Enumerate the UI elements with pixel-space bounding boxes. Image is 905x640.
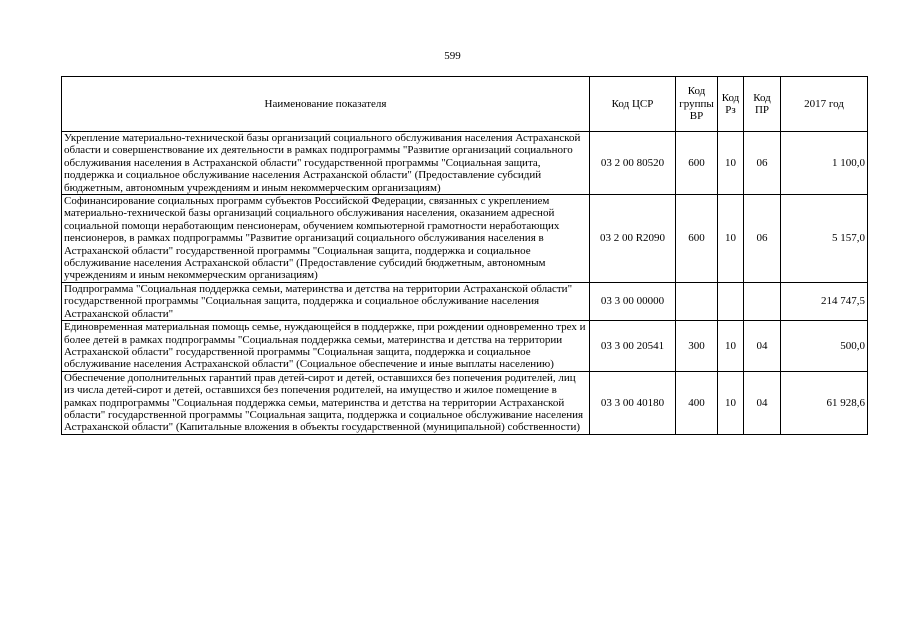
row-csr: 03 2 00 R2090 xyxy=(590,195,676,283)
row-pr xyxy=(744,282,781,320)
row-csr: 03 3 00 20541 xyxy=(590,321,676,372)
row-amount: 5 157,0 xyxy=(781,195,868,283)
row-amount: 61 928,6 xyxy=(781,371,868,434)
row-rz: 10 xyxy=(718,195,744,283)
row-amount: 214 747,5 xyxy=(781,282,868,320)
row-rz xyxy=(718,282,744,320)
table-header-row xyxy=(62,77,868,132)
row-amount: 1 100,0 xyxy=(781,132,868,195)
row-vr: 400 xyxy=(676,371,718,434)
row-pr: 06 xyxy=(744,132,781,195)
row-csr: 03 2 00 80520 xyxy=(590,132,676,195)
row-amount: 500,0 xyxy=(781,321,868,372)
row-pr: 04 xyxy=(744,321,781,372)
header-rz: Код Рз xyxy=(718,77,744,132)
row-name: Софинансирование социальных программ субъектов Российской Федерации, связанных с укреплением материально-технической базы организаций социального обслуживания населения, оказанием адресной социальной помощи неработающим пенсионерам, обучением компьютерной грамотности неработающих пенсионеров, в рамках подпрограммы "Развитие организаций социального обслуживания населения в Астраханской области" государственной программы "Социальная защита, поддержка и социальное обслуживание населения Астраханской области" (Предоставление субсидий бюджетным, автономным учреждениям и иным некоммерческим организациям) xyxy=(62,195,590,283)
row-vr: 600 xyxy=(676,132,718,195)
page-number: 599 xyxy=(444,50,461,62)
row-vr xyxy=(676,282,718,320)
row-vr: 600 xyxy=(676,195,718,283)
row-pr: 04 xyxy=(744,371,781,434)
row-rz: 10 xyxy=(718,321,744,372)
budget-table xyxy=(61,76,868,435)
row-csr: 03 3 00 40180 xyxy=(590,371,676,434)
row-rz: 10 xyxy=(718,132,744,195)
header-year: 2017 год xyxy=(781,77,868,132)
header-csr: Код ЦСР xyxy=(590,77,676,132)
table-row xyxy=(62,282,868,320)
table-row xyxy=(62,371,868,434)
row-vr: 300 xyxy=(676,321,718,372)
header-vr: Код группы ВР xyxy=(676,77,718,132)
row-rz: 10 xyxy=(718,371,744,434)
table-row xyxy=(62,195,868,283)
table-row xyxy=(62,132,868,195)
row-name: Единовременная материальная помощь семье, нуждающейся в поддержке, при рождении одновременно трех и более детей в рамках подпрограммы "Социальная поддержка семьи, материнства и детства на территории Астраханской области" государственной программы "Социальная защита, поддержка и социальное обслуживание населения Астраханской области" (Социальное обеспечение и иные выплаты населению) xyxy=(62,321,590,372)
table-row xyxy=(62,321,868,372)
row-csr: 03 3 00 00000 xyxy=(590,282,676,320)
header-name: Наименование показателя xyxy=(62,77,590,132)
row-name: Подпрограмма "Социальная поддержка семьи, материнства и детства на территории Астраханской области" государственной программы "Социальная защита, поддержка и социальное обслуживание населения Астраханской области" xyxy=(62,282,590,320)
row-name: Укрепление материально-технической базы организаций социального обслуживания населения Астраханской области и совершенствование их деятельности в рамках подпрограммы "Развитие организаций социального обслуживания населения в Астраханской области" государственной программы "Социальная защита, поддержка и социальное обслуживание населения Астраханской области" (Предоставление субсидий бюджетным, автономным учреждениям и иным некоммерческим организациям) xyxy=(62,132,590,195)
row-pr: 06 xyxy=(744,195,781,283)
row-name: Обеспечение дополнительных гарантий прав детей-сирот и детей, оставшихся без попечения родителей, лиц из числа детей-сирот и детей, оставшихся без попечения родителей, на имущество и жилое помещение в рамках подпрограммы "Социальная поддержка семьи, материнства и детства на территории Астраханской области" государственной программы "Социальная защита, поддержка и социальное обслуживание населения Астраханской области" (Капитальные вложения в объекты государственной (муниципальной) собственности) xyxy=(62,371,590,434)
header-pr: Код ПР xyxy=(744,77,781,132)
